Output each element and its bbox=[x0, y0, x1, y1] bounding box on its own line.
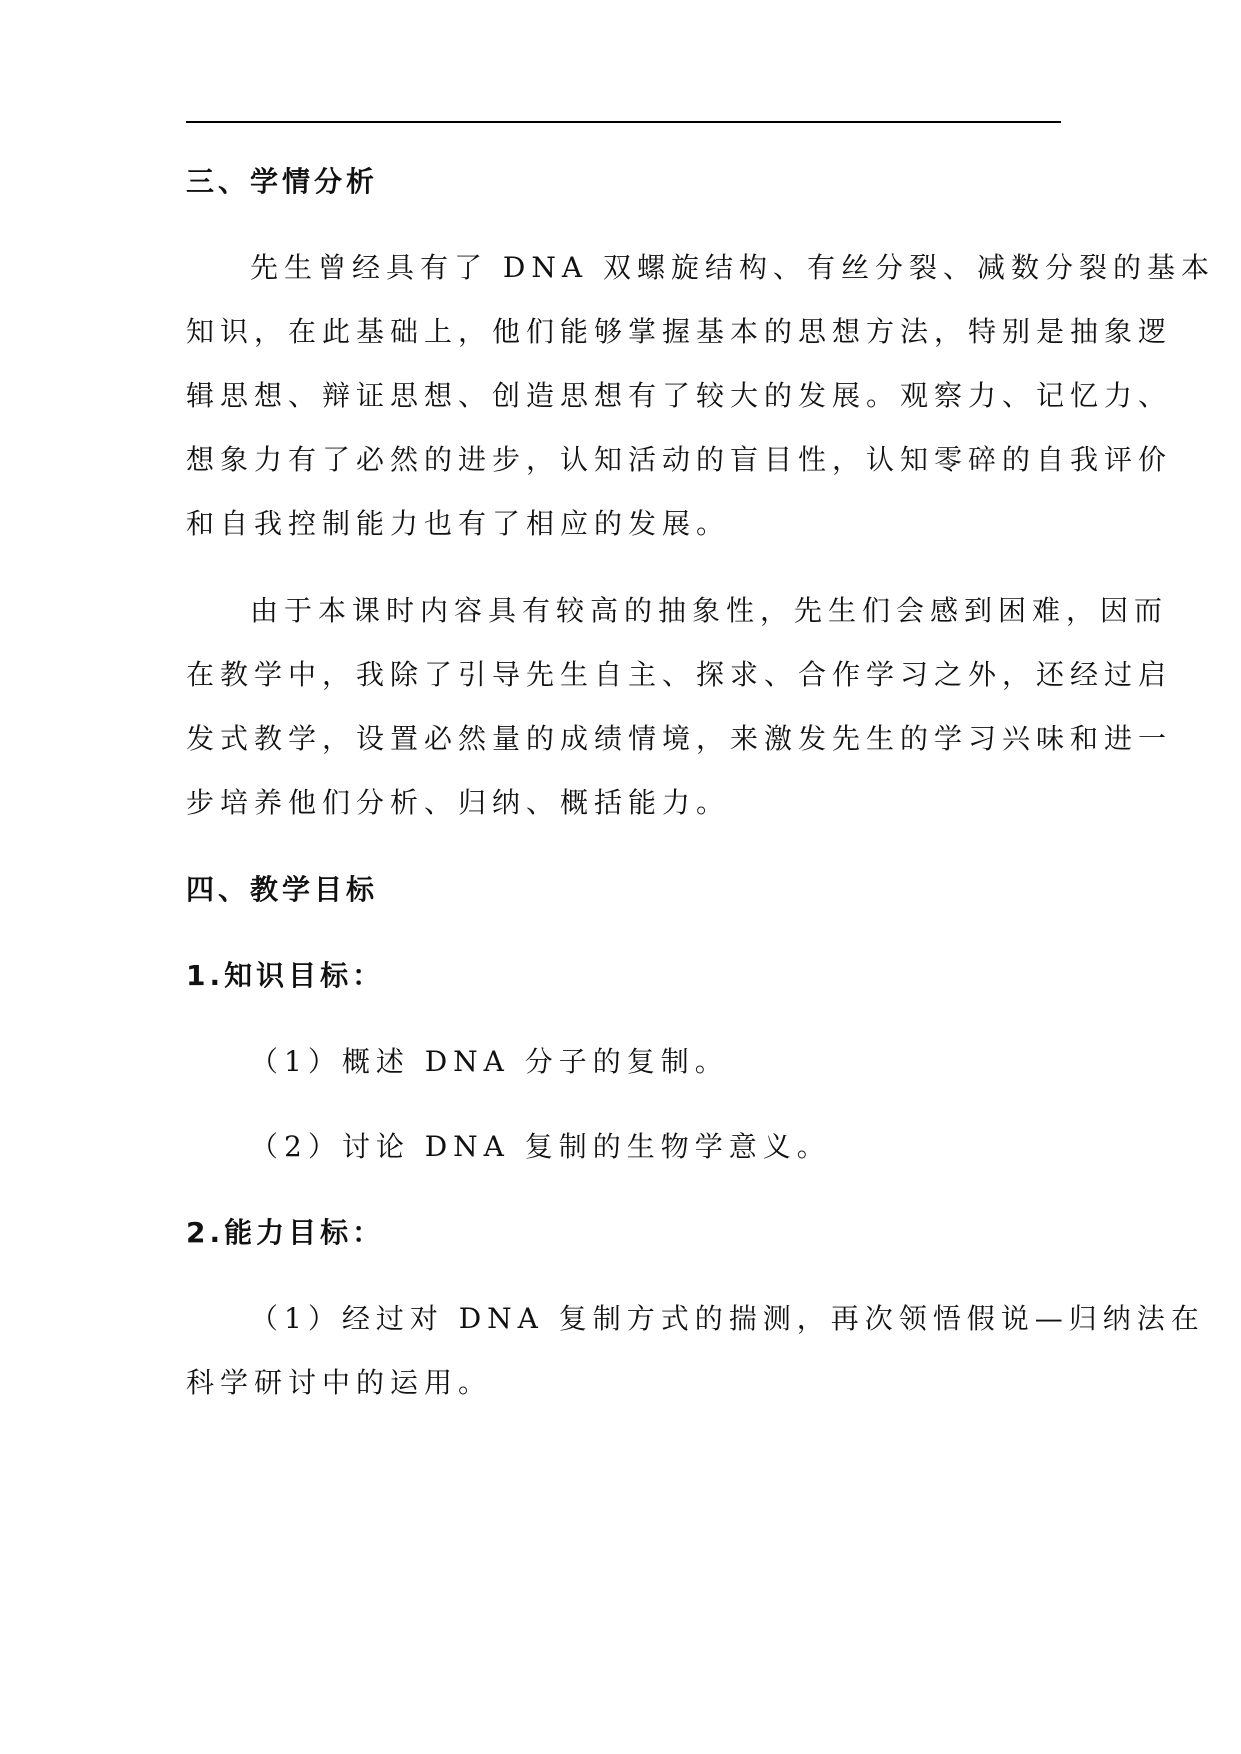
paragraph-line: 发式教学，设置必然量的成绩情境，来激发先生的学习兴味和进一 bbox=[186, 722, 1173, 755]
subheading-knowledge-goals: 1.知识目标： bbox=[186, 959, 385, 992]
goal-item: （1）概述 DNA 分子的复制。 bbox=[250, 1045, 729, 1078]
section-heading-learning-analysis: 三、学情分析 bbox=[186, 165, 379, 198]
goal-item-continuation: 科学研讨中的运用。 bbox=[186, 1366, 493, 1399]
paragraph-line: 辑思想、辩证思想、创造思想有了较大的发展。观察力、记忆力、 bbox=[186, 379, 1173, 412]
paragraph-line: 先生曾经具有了 DNA 双螺旋结构、有丝分裂、减数分裂的基本 bbox=[250, 251, 1215, 284]
header-rule bbox=[186, 121, 1061, 123]
paragraph-line: 由于本课时内容具有较高的抽象性，先生们会感到困难，因而 bbox=[250, 594, 1169, 627]
goal-item: （1）经过对 DNA 复制方式的揣测，再次领悟假说—归纳法在 bbox=[250, 1302, 1205, 1335]
paragraph-line: 和自我控制能力也有了相应的发展。 bbox=[186, 507, 731, 540]
paragraph-line: 在教学中，我除了引导先生自主、探求、合作学习之外，还经过启 bbox=[186, 658, 1173, 691]
paragraph-line: 想象力有了必然的进步，认知活动的盲目性，认知零碎的自我评价 bbox=[186, 443, 1173, 476]
paragraph-line: 步培养他们分析、归纳、概括能力。 bbox=[186, 786, 731, 819]
paragraph-line: 知识，在此基础上，他们能够掌握基本的思想方法，特别是抽象逻 bbox=[186, 315, 1173, 348]
goal-item: （2）讨论 DNA 复制的生物学意义。 bbox=[250, 1130, 831, 1163]
subheading-ability-goals: 2.能力目标： bbox=[186, 1216, 385, 1249]
section-heading-teaching-goals: 四、教学目标 bbox=[186, 873, 379, 906]
